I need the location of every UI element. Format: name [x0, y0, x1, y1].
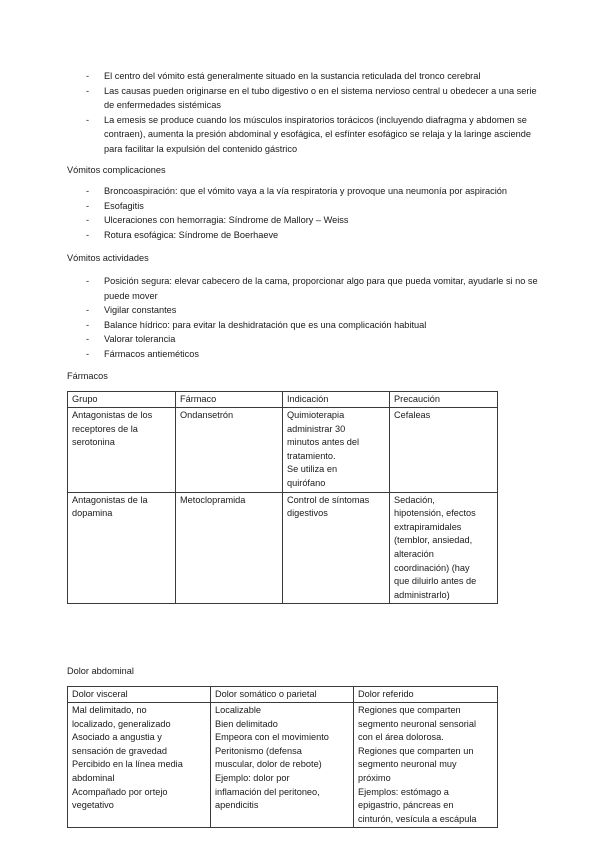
- table-row: [68, 492, 498, 604]
- section-title-actividades: Vómitos actividades: [67, 253, 149, 263]
- section-title-farmacos: Fármacos: [67, 371, 108, 381]
- actividades-section: [0, 274, 600, 362]
- table-cell: Cefaleas: [390, 408, 498, 493]
- table-cell: Antagonistas de los receptores de la serotonina: [68, 408, 176, 493]
- table-cell: Mal delimitado, no localizado, generalizado Asociado a angustia y sensación de gravedad Percibido en la línea media abdominal Acompañado por ortejo vegetativo: [68, 703, 211, 828]
- list-item: - Fármacos antieméticos: [0, 347, 600, 362]
- table-row: [68, 703, 498, 828]
- table-header-cell: Fármaco: [176, 392, 283, 408]
- table-cell: Regiones que comparten segmento neuronal sensorial con el área dolorosa. Regiones que comparten un segmento neuronal muy próximo Ejemplos: estómago a epigastrio, páncreas en cinturón, vesícula a escápula: [354, 703, 498, 828]
- section-title-dolor: Dolor abdominal: [67, 666, 134, 676]
- table-cell: Localizable Bien delimitado Empeora con el movimiento Peritonismo (defensa muscular, dolor de rebote) Ejemplo: dolor por inflamación del peritoneo, apendicitis: [211, 703, 354, 828]
- table-row: [68, 408, 498, 493]
- table-header-row: [68, 687, 498, 703]
- table-header-cell: Precaución: [390, 392, 498, 408]
- intro-section: [0, 69, 600, 157]
- list-item: - El centro del vómito está generalmente situado en la sustancia reticulada del tronco cerebral: [0, 69, 600, 84]
- table-cell: Control de síntomas digestivos: [283, 492, 390, 604]
- table-header-cell: Indicación: [283, 392, 390, 408]
- farmacos-table: [67, 391, 498, 604]
- list-item: - Rotura esofágica: Síndrome de Boerhaeve: [0, 228, 600, 243]
- list-item: - Las causas pueden originarse en el tubo digestivo o en el sistema nervioso central u obedecer a una serie de enfermedades sistémicas: [0, 84, 600, 113]
- table-header-cell: Grupo: [68, 392, 176, 408]
- list-item: - Ulceraciones con hemorragia: Síndrome de Mallory – Weiss: [0, 213, 600, 228]
- list-item: - La emesis se produce cuando los músculos inspiratorios torácicos (incluyendo diafragma y abdomen se contraen), aumenta la presión abdominal y esofágica, el esfínter esofágico se relaja y la laringe asciende para facilitar la expulsión del contenido gástrico: [0, 113, 600, 157]
- complicaciones-list: [0, 184, 600, 242]
- intro-bullet-list: [0, 69, 600, 157]
- table-cell: Quimioterapia administrar 30 minutos antes del tratamiento. Se utiliza en quirófano: [283, 408, 390, 493]
- list-item: - Broncoaspiración: que el vómito vaya a la vía respiratoria y provoque una neumonía por aspiración: [0, 184, 600, 199]
- table-cell: Ondansetrón: [176, 408, 283, 493]
- complicaciones-section: [0, 184, 600, 242]
- section-title-complicaciones: Vómitos complicaciones: [67, 165, 166, 175]
- list-item: - Valorar tolerancia: [0, 332, 600, 347]
- table-header-cell: Dolor somático o parietal: [211, 687, 354, 703]
- table-cell: Antagonistas de la dopamina: [68, 492, 176, 604]
- actividades-list: [0, 274, 600, 362]
- list-item: - Vigilar constantes: [0, 303, 600, 318]
- table-cell: Metoclopramida: [176, 492, 283, 604]
- list-item: - Esofagitis: [0, 199, 600, 214]
- table-cell: Sedación, hipotensión, efectos extrapiramidales (temblor, ansiedad, alteración coordinación) (hay que diluirlo antes de administrarlo): [390, 492, 498, 604]
- dolor-table: [67, 686, 498, 828]
- list-item: - Posición segura: elevar cabecero de la cama, proporcionar algo para que pueda vomitar, ayudarle si no se puede mover: [0, 274, 600, 303]
- table-header-cell: Dolor referido: [354, 687, 498, 703]
- list-item: - Balance hídrico: para evitar la deshidratación que es una complicación habitual: [0, 318, 600, 333]
- table-header-cell: Dolor visceral: [68, 687, 211, 703]
- table-header-row: [68, 392, 498, 408]
